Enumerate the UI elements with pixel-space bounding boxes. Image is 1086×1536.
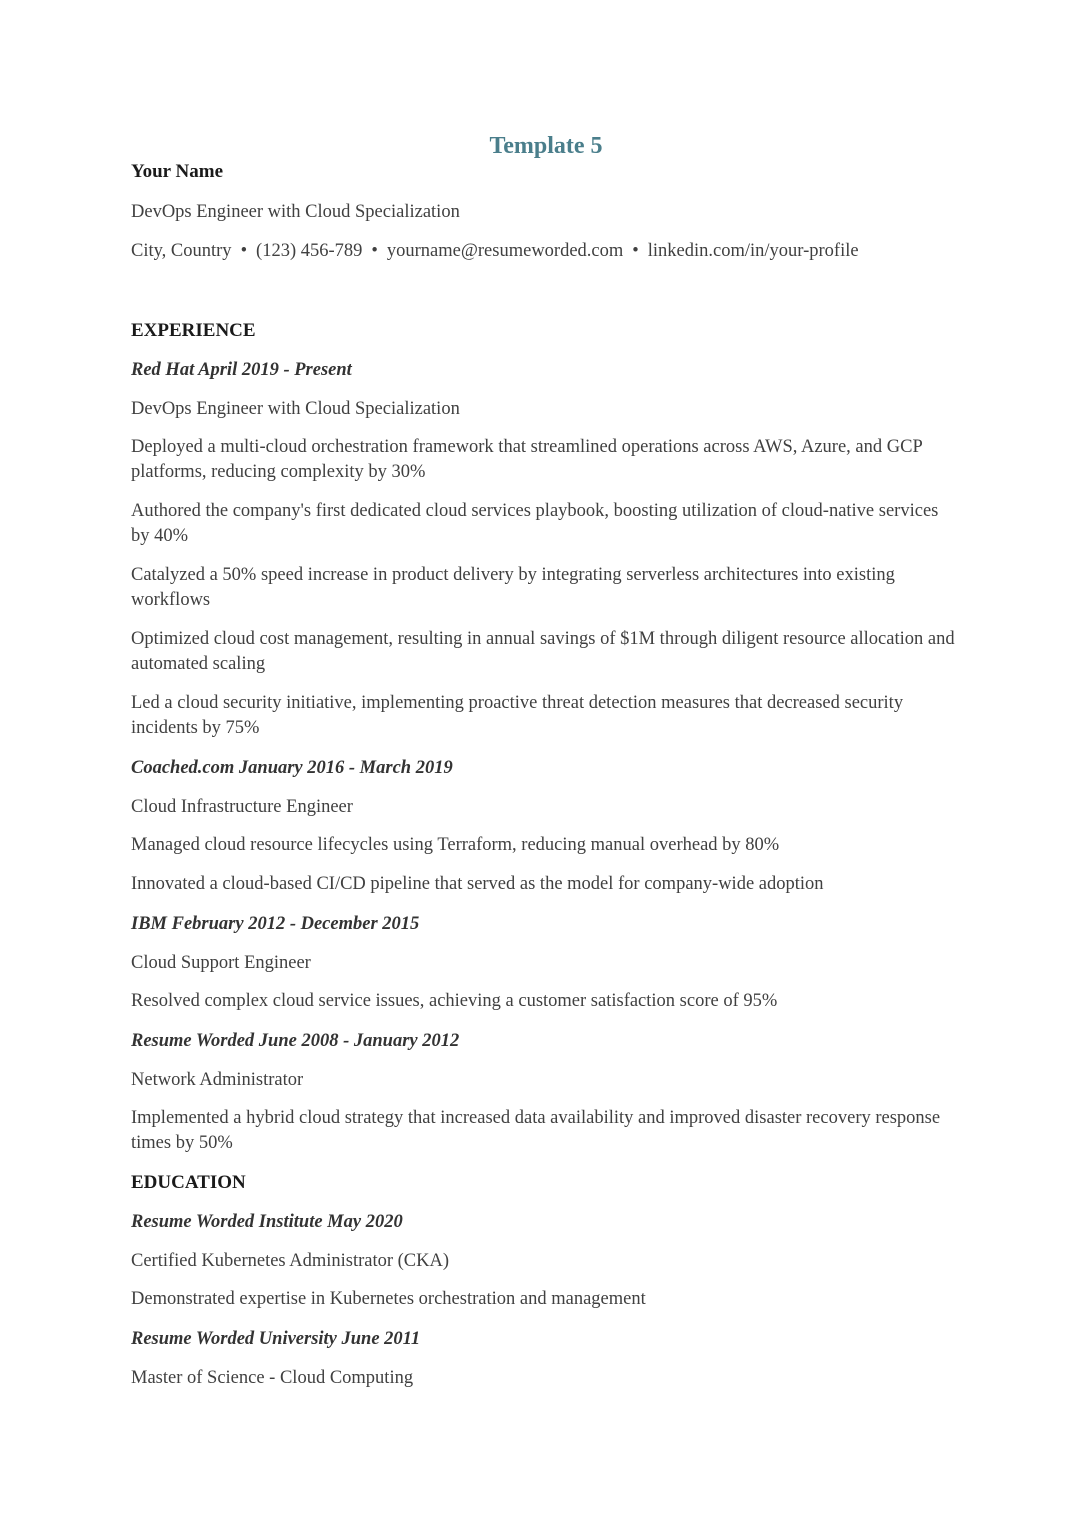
resume-sections (131, 318, 961, 1404)
contact-linkedin: linkedin.com/in/your-profile (647, 241, 859, 261)
contact-location: City, Country (131, 241, 232, 261)
contact-separator: • (240, 241, 248, 261)
job-role: Cloud Infrastructure Engineer (131, 797, 353, 817)
contact-email: yourname@resumeworded.com (386, 241, 624, 261)
education-credential: Certified Kubernetes Administrator (CKA) (131, 1251, 450, 1271)
education-bullet: Demonstrated expertise in Kubernetes orchestration and management (131, 1289, 646, 1309)
job-heading: Coached.com January 2016 - March 2019 (131, 758, 453, 778)
resume-page (131, 128, 961, 1388)
document-title: Template 5 (489, 133, 603, 159)
job-bullet: Catalyzed a 50% speed increase in product delivery by integrating serverless architectures into existing workflows (131, 565, 895, 610)
job-role: DevOps Engineer with Cloud Specialization (131, 399, 460, 419)
job-role: Cloud Support Engineer (131, 953, 311, 973)
education-credential: Master of Science - Cloud Computing (131, 1368, 414, 1388)
job-bullet: Authored the company's first dedicated cloud services playbook, boosting utilization of cloud-native services by 40% (131, 501, 939, 546)
job-bullet: Innovated a cloud-based CI/CD pipeline that served as the model for company-wide adoption (131, 874, 824, 894)
contact-line (131, 239, 859, 264)
education-heading-entry: Resume Worded University June 2011 (131, 1329, 421, 1349)
candidate-name: Your Name (131, 161, 224, 182)
job-bullet: Managed cloud resource lifecycles using Terraform, reducing manual overhead by 80% (131, 835, 780, 855)
job-bullet: Implemented a hybrid cloud strategy that increased data availability and improved disaster recovery response times by 50% (131, 1108, 941, 1153)
job-bullet: Led a cloud security initiative, implementing proactive threat detection measures that decreased security incidents by 75% (131, 693, 904, 738)
contact-separator: • (371, 241, 378, 261)
job-bullet: Resolved complex cloud service issues, achieving a customer satisfaction score of 95% (131, 991, 778, 1011)
job-heading: Red Hat April 2019 - Present (131, 360, 352, 380)
job-heading: Resume Worded June 2008 - January 2012 (131, 1031, 460, 1051)
job-bullet: Deployed a multi-cloud orchestration framework that streamlined operations across AWS, Azure, and GCP platforms, reducing complexity by 30% (131, 437, 923, 482)
education-heading-entry: Resume Worded Institute May 2020 (131, 1212, 403, 1232)
job-role: Network Administrator (131, 1070, 304, 1090)
contact-phone: (123) 456-789 (256, 241, 363, 261)
education-heading: EDUCATION (131, 1172, 246, 1193)
candidate-headline: DevOps Engineer with Cloud Specialization (131, 202, 460, 222)
job-heading: IBM February 2012 - December 2015 (131, 914, 420, 934)
experience-heading: EXPERIENCE (131, 320, 256, 341)
contact-separator: • (632, 241, 639, 261)
job-bullet: Optimized cloud cost management, resulting in annual savings of $1M through diligent resource allocation and automated scaling (131, 629, 955, 674)
